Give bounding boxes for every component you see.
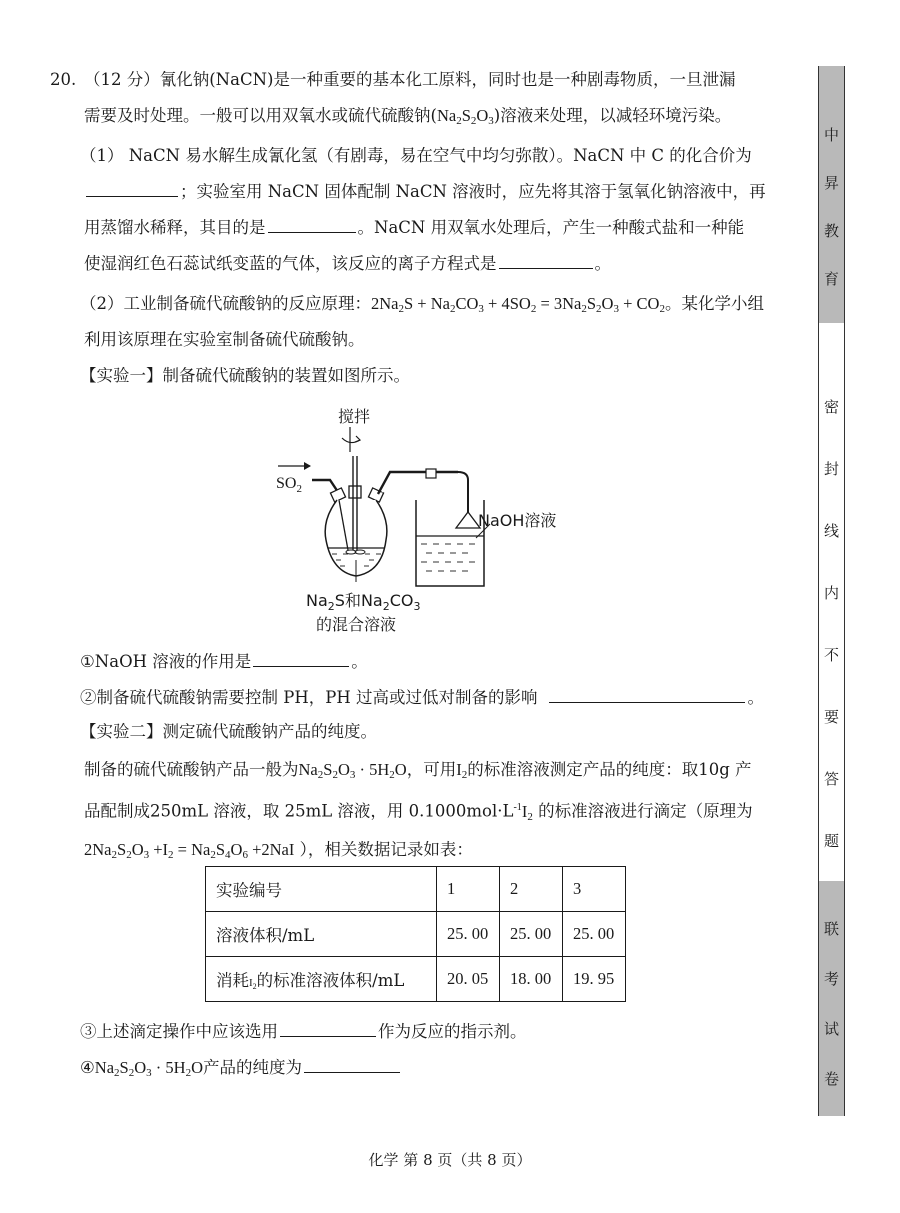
table-cell: 25. 00 — [437, 912, 500, 957]
table-cell: 实验编号 — [206, 867, 437, 912]
intro-line-1: （12 分）氰化钠(NaCN)是一种重要的基本化工原料，同时也是一种剧毒物质，一旦泄漏 — [84, 70, 736, 89]
answer-blank[interactable] — [499, 252, 593, 269]
strip-char: 考 — [823, 970, 839, 988]
part1-line-2: ；实验室用 NaCN 固体配制 NaCN 溶液时，应先将其溶于氢氧化钠溶液中，再 — [84, 180, 766, 204]
strip-char: 教 — [823, 222, 839, 240]
naoh-label: NaOH溶液 — [478, 511, 557, 530]
strip-char: 封 — [823, 460, 839, 478]
strip-char: 试 — [823, 1020, 839, 1038]
question-1: ①NaOH 溶液的作用是 。 — [80, 652, 368, 671]
experiment1-title: 【实验一】制备硫代硫酸钠的装置如图所示。 — [80, 366, 410, 385]
table-cell: 1 — [437, 867, 500, 912]
question-number: 20. — [50, 70, 77, 89]
side-seal-strip — [818, 66, 845, 1116]
strip-char: 联 — [823, 920, 839, 938]
strip-char: 昇 — [823, 174, 839, 192]
strip-char: 不 — [823, 646, 839, 664]
table-cell: 溶液体积/mL — [206, 912, 437, 957]
table-row — [206, 957, 626, 1002]
strip-char: 中 — [823, 126, 839, 144]
page-footer: 化学 第 8 页（共 8 页） — [368, 1151, 532, 1169]
question-3: ③上述滴定操作中应该选用 作为反应的指示剂。 — [80, 1022, 527, 1041]
table-cell: 消耗$I_2$的标准溶液体积/mL — [206, 957, 437, 1002]
answer-blank[interactable] — [304, 1056, 400, 1073]
mixture-label-line-2: 的混合溶液 — [316, 615, 397, 634]
answer-blank[interactable] — [253, 650, 349, 667]
intro-line-2: 需要及时处理。一般可以用双氧水或硫代硫酸钠$(Na_2S_2O_3)$溶液来处理，以减轻环境污染。 — [84, 106, 732, 127]
table-row — [206, 912, 626, 957]
answer-blank[interactable] — [268, 216, 356, 233]
question-4: $④Na_2S_2O_3 \cdot 5H_2O$产品的纯度为 — [80, 1056, 402, 1085]
strip-char: 育 — [823, 270, 839, 288]
table-cell: 18. 00 — [500, 957, 563, 1002]
apparatus-diagram — [270, 400, 600, 640]
answer-blank[interactable] — [86, 180, 178, 197]
part1-line-3: 用蒸馏水稀释，其目的是 。NaCN 用双氧水处理后，产生一种酸式盐和一种能 — [84, 218, 745, 237]
strip-char: 答 — [823, 770, 839, 788]
strip-char: 密 — [823, 398, 839, 416]
strip-char: 要 — [823, 708, 839, 726]
strip-char: 卷 — [823, 1070, 839, 1088]
table-cell: 20. 05 — [437, 957, 500, 1002]
part2-line-1: （2）工业制备硫代硫酸钠的反应原理：$2Na_2S + Na_2CO_3 + 4SO_2 = 3Na_2S_2O_3 + CO_2$。某化学小组 — [80, 294, 764, 315]
experiment2-line-2: 品配制成250mL 溶液，取 25mL 溶液，用 $0.1000mol\cdot L^{-1}I_2$ 的标准溶液进行滴定（原理为 — [84, 801, 753, 823]
strip-char: 内 — [823, 584, 839, 602]
experiment2-line-3: $2Na_2S_2O_3 +I_2 = Na_2S_4O_6 +2NaI$ ），相关数据记录如表： — [84, 840, 473, 861]
experiment2-title: 【实验二】测定硫代硫酸钠产品的纯度。 — [80, 722, 377, 741]
table-cell: 25. 00 — [500, 912, 563, 957]
stir-label: 搅拌 — [338, 407, 371, 426]
experiment2-line-1: 制备的硫代硫酸钠产品一般为$Na_2S_2O_3 \cdot 5H_2O$，可用$I_2$的标准溶液测定产品的纯度：取10g 产 — [84, 760, 752, 781]
answer-blank[interactable] — [280, 1020, 376, 1037]
table-cell: 2 — [500, 867, 563, 912]
table-row — [206, 867, 626, 912]
table-cell: 19. 95 — [563, 957, 626, 1002]
question-2: ②制备硫代硫酸钠需要控制 PH，PH 过高或过低对制备的影响 。 — [80, 688, 764, 707]
table-cell: 3 — [563, 867, 626, 912]
part2-line-2: 利用该原理在实验室制备硫代硫酸钠。 — [84, 330, 365, 349]
strip-char: 题 — [823, 832, 839, 850]
table-cell: 25. 00 — [563, 912, 626, 957]
strip-char: 线 — [823, 522, 839, 540]
so2-label: $SO_2$ — [276, 475, 302, 495]
answer-blank[interactable] — [549, 686, 745, 703]
part1-line-4: 使湿润红色石蕊试纸变蓝的气体，该反应的离子方程式是 。 — [84, 254, 611, 273]
part1-line-1: （1） NaCN 易水解生成氰化氢（有剧毒，易在空气中均匀弥散）。NaCN 中 C 的化合价为 — [80, 146, 752, 165]
titration-table — [205, 866, 626, 1002]
mixture-label-line-1: $Na_2S$和$Na_2CO_3$ — [306, 591, 421, 613]
